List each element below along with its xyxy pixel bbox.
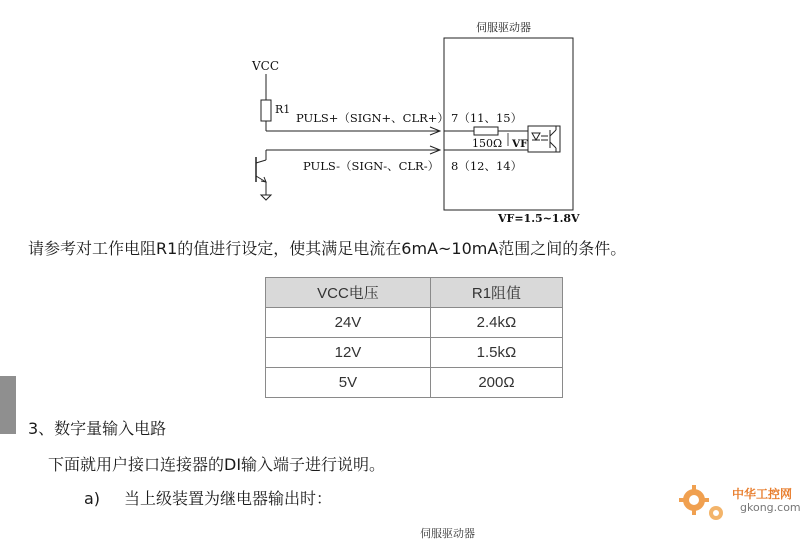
r1-resistor bbox=[261, 100, 271, 121]
gear-icon bbox=[679, 485, 709, 515]
table-row bbox=[266, 368, 563, 398]
vf-marker: VF bbox=[512, 138, 528, 150]
circuit-diagram bbox=[0, 0, 812, 232]
description-text: 请参考对工作电阻R1的值进行设定，使其满足电流在6mA~10mA范围之间的条件。 bbox=[28, 239, 627, 258]
list-item bbox=[84, 486, 332, 509]
side-bar-marker bbox=[0, 376, 16, 434]
r1-label: R1 bbox=[275, 103, 291, 116]
intro-text: 下面就用户接口连接器的DI输入端子进行说明。 bbox=[48, 455, 386, 474]
watermark-title: 中华工控网 bbox=[732, 487, 793, 501]
cell-vcc: 24V bbox=[266, 308, 431, 338]
servo-drive-label: 伺服驱动器 bbox=[476, 21, 531, 34]
list-item-text: 当上级装置为继电器输出时： bbox=[124, 489, 333, 508]
header-vcc: VCC电压 bbox=[266, 278, 431, 308]
gear-small-icon bbox=[709, 506, 723, 520]
led-symbol bbox=[532, 133, 540, 140]
ground-symbol bbox=[261, 195, 271, 200]
table-row bbox=[266, 308, 563, 338]
internal-resistor bbox=[474, 127, 498, 135]
optocoupler bbox=[528, 126, 560, 152]
cell-vcc: 12V bbox=[266, 338, 431, 368]
section-title: 3、数字量输入电路 bbox=[28, 419, 167, 438]
cell-vcc: 5V bbox=[266, 368, 431, 398]
header-r1: R1阻值 bbox=[430, 278, 562, 308]
puls-minus-label: PULS-（SIGN-、CLR-） bbox=[303, 159, 440, 173]
internal-resistor-label: 150Ω bbox=[472, 137, 503, 150]
watermark-url: gkong.com bbox=[740, 501, 801, 514]
bottom-servo-label: 伺服驱动器 bbox=[420, 527, 475, 540]
vcc-label: VCC bbox=[252, 59, 280, 73]
vf-range: VF=1.5~1.8V bbox=[498, 212, 580, 225]
list-marker: a) bbox=[84, 489, 101, 508]
cell-r1: 2.4kΩ bbox=[430, 308, 562, 338]
pin-bottom-label: 8（12、14） bbox=[451, 159, 523, 173]
puls-plus-label: PULS+（SIGN+、CLR+） bbox=[296, 111, 449, 125]
table-header-row bbox=[266, 278, 563, 308]
resistor-table bbox=[265, 277, 563, 398]
pin-top-label: 7（11、15） bbox=[451, 111, 523, 125]
cell-r1: 1.5kΩ bbox=[430, 338, 562, 368]
table-row bbox=[266, 338, 563, 368]
cell-r1: 200Ω bbox=[430, 368, 562, 398]
